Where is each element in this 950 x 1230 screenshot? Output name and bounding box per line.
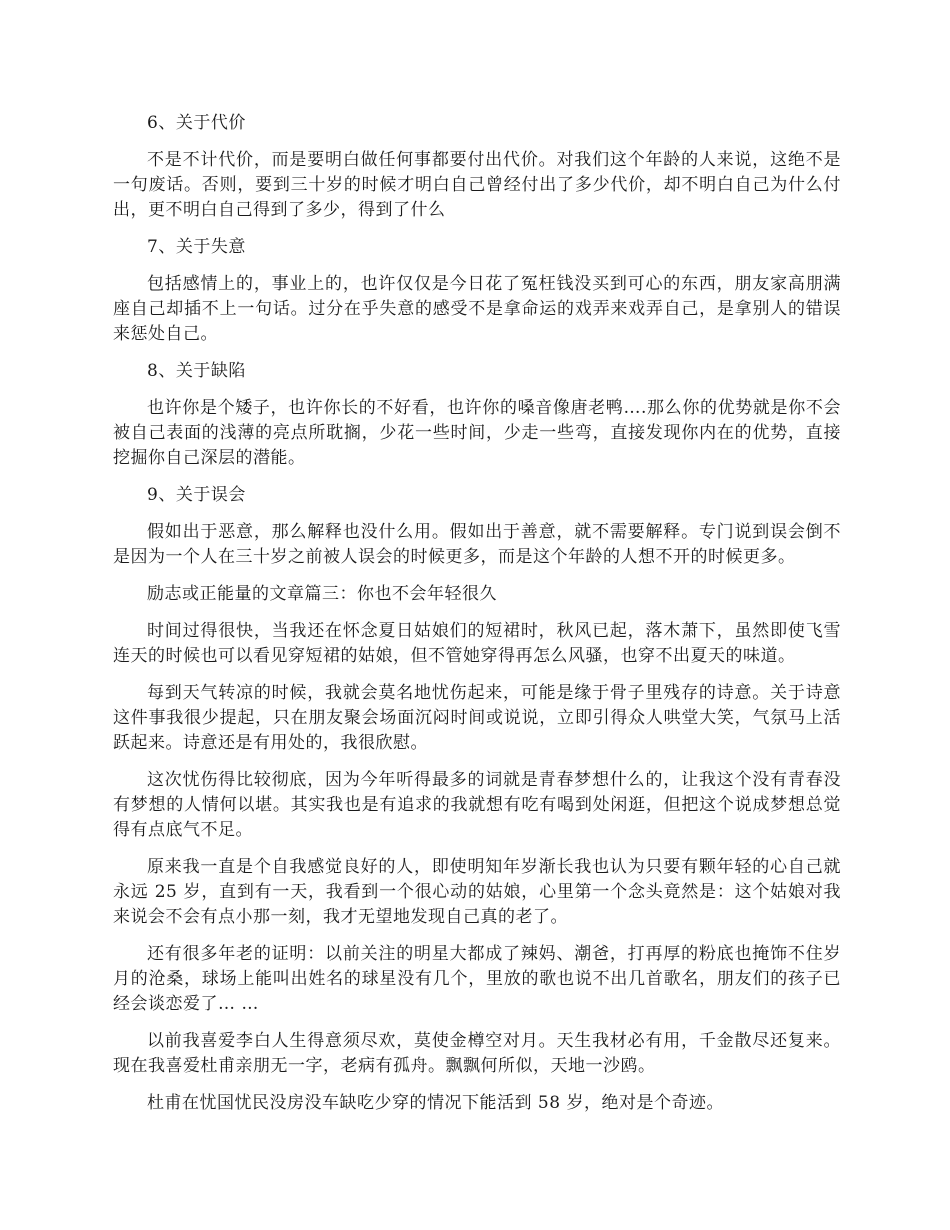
paragraph-frustration: 包括感情上的，事业上的，也许仅仅是今日花了冤枉钱没买到可心的东西，朋友家高朋满座自己却插不上一句话。过分在乎失意的感受不是拿命运的戏弄来戏弄自己，是拿别人的错误来惩处自己。 (113, 274, 841, 344)
section-heading-cost: 6、关于代价 (147, 113, 246, 133)
paragraph-time-flies: 时间过得很快，当我还在怀念夏日姑娘们的短裙时，秋风已起，落木萧下，虽然即使飞雪连天的时候也可以看见穿短裙的姑娘，但不管她穿得再怎么风骚，也穿不出夏天的味道。 (113, 621, 841, 666)
paragraph-defects: 也许你是个矮子，也许你长的不好看，也许你的嗓音像唐老鸭….那么你的优势就是你不会被自己表面的浅薄的亮点所耽搁，少花一些时间，少走一些弯，直接发现你内在的优势，直接挖掘你自己深层的潜能。 (113, 398, 841, 468)
document-page (113, 111, 841, 1128)
paragraph-youth-dreams: 这次忧伤得比较彻底，因为今年听得最多的词就是青春梦想什么的，让我这个没有青春没有梦想的人情何以堪。其实我也是有追求的我就想有吃有喝到处闲逛，但把这个说成梦想总觉得有点底气不足。 (113, 770, 841, 840)
article-title-part-three: 励志或正能量的文章篇三：你也不会年轻很久 (147, 584, 497, 604)
section-heading-frustration: 7、关于失意 (147, 237, 246, 257)
paragraph-poetry: 以前我喜爱李白人生得意须尽欢，莫使金樽空对月。天生我材必有用，千金散尽还复来。现在我喜爱杜甫亲朋无一字，老病有孤舟。飘飘何所似，天地一沙鸥。 (113, 1031, 841, 1076)
section-heading-defects: 8、关于缺陷 (147, 361, 246, 381)
paragraph-aging-proof: 还有很多年老的证明：以前关注的明星大都成了辣妈、潮爸，打再厚的粉底也掩饰不住岁月的沧桑，球场上能叫出姓名的球星没有几个，里放的歌也说不出几首歌名，朋友们的孩子已经会谈恋爱了… … (113, 944, 841, 1014)
section-heading-misunderstanding: 9、关于误会 (147, 485, 246, 505)
paragraph-misunderstanding: 假如出于恶意，那么解释也没什么用。假如出于善意，就不需要解释。专门说到误会倒不是因为一个人在三十岁之前被人误会的时候更多，而是这个年龄的人想不开的时候更多。 (113, 522, 841, 567)
paragraph-self-feeling: 原来我一直是个自我感觉良好的人，即使明知年岁渐长我也认为只要有颗年轻的心自己就永远 25 岁，直到有一天，我看到一个很心动的姑娘，心里第一个念头竟然是：这个姑娘对我来说会不会有点小那一刻，我才无望地发现自己真的老了。 (113, 857, 841, 927)
paragraph-cost: 不是不计代价，而是要明白做任何事都要付出代价。对我们这个年龄的人来说，这绝不是一句废话。否则，要到三十岁的时候才明白自己曾经付出了多少代价，却不明白自己为什么付出，更不明白自己得到了多少，得到了什么 (113, 150, 841, 220)
paragraph-autumn-sadness: 每到天气转凉的时候，我就会莫名地忧伤起来，可能是缘于骨子里残存的诗意。关于诗意这件事我很少提起，只在朋友聚会场面沉闷时间或说说，立即引得众人哄堂大笑，气氛马上活跃起来。诗意还是有用处的，我很欣慰。 (113, 683, 841, 753)
paragraph-du-fu: 杜甫在忧国忧民没房没车缺吃少穿的情况下能活到 58 岁，绝对是个奇迹。 (147, 1093, 724, 1113)
